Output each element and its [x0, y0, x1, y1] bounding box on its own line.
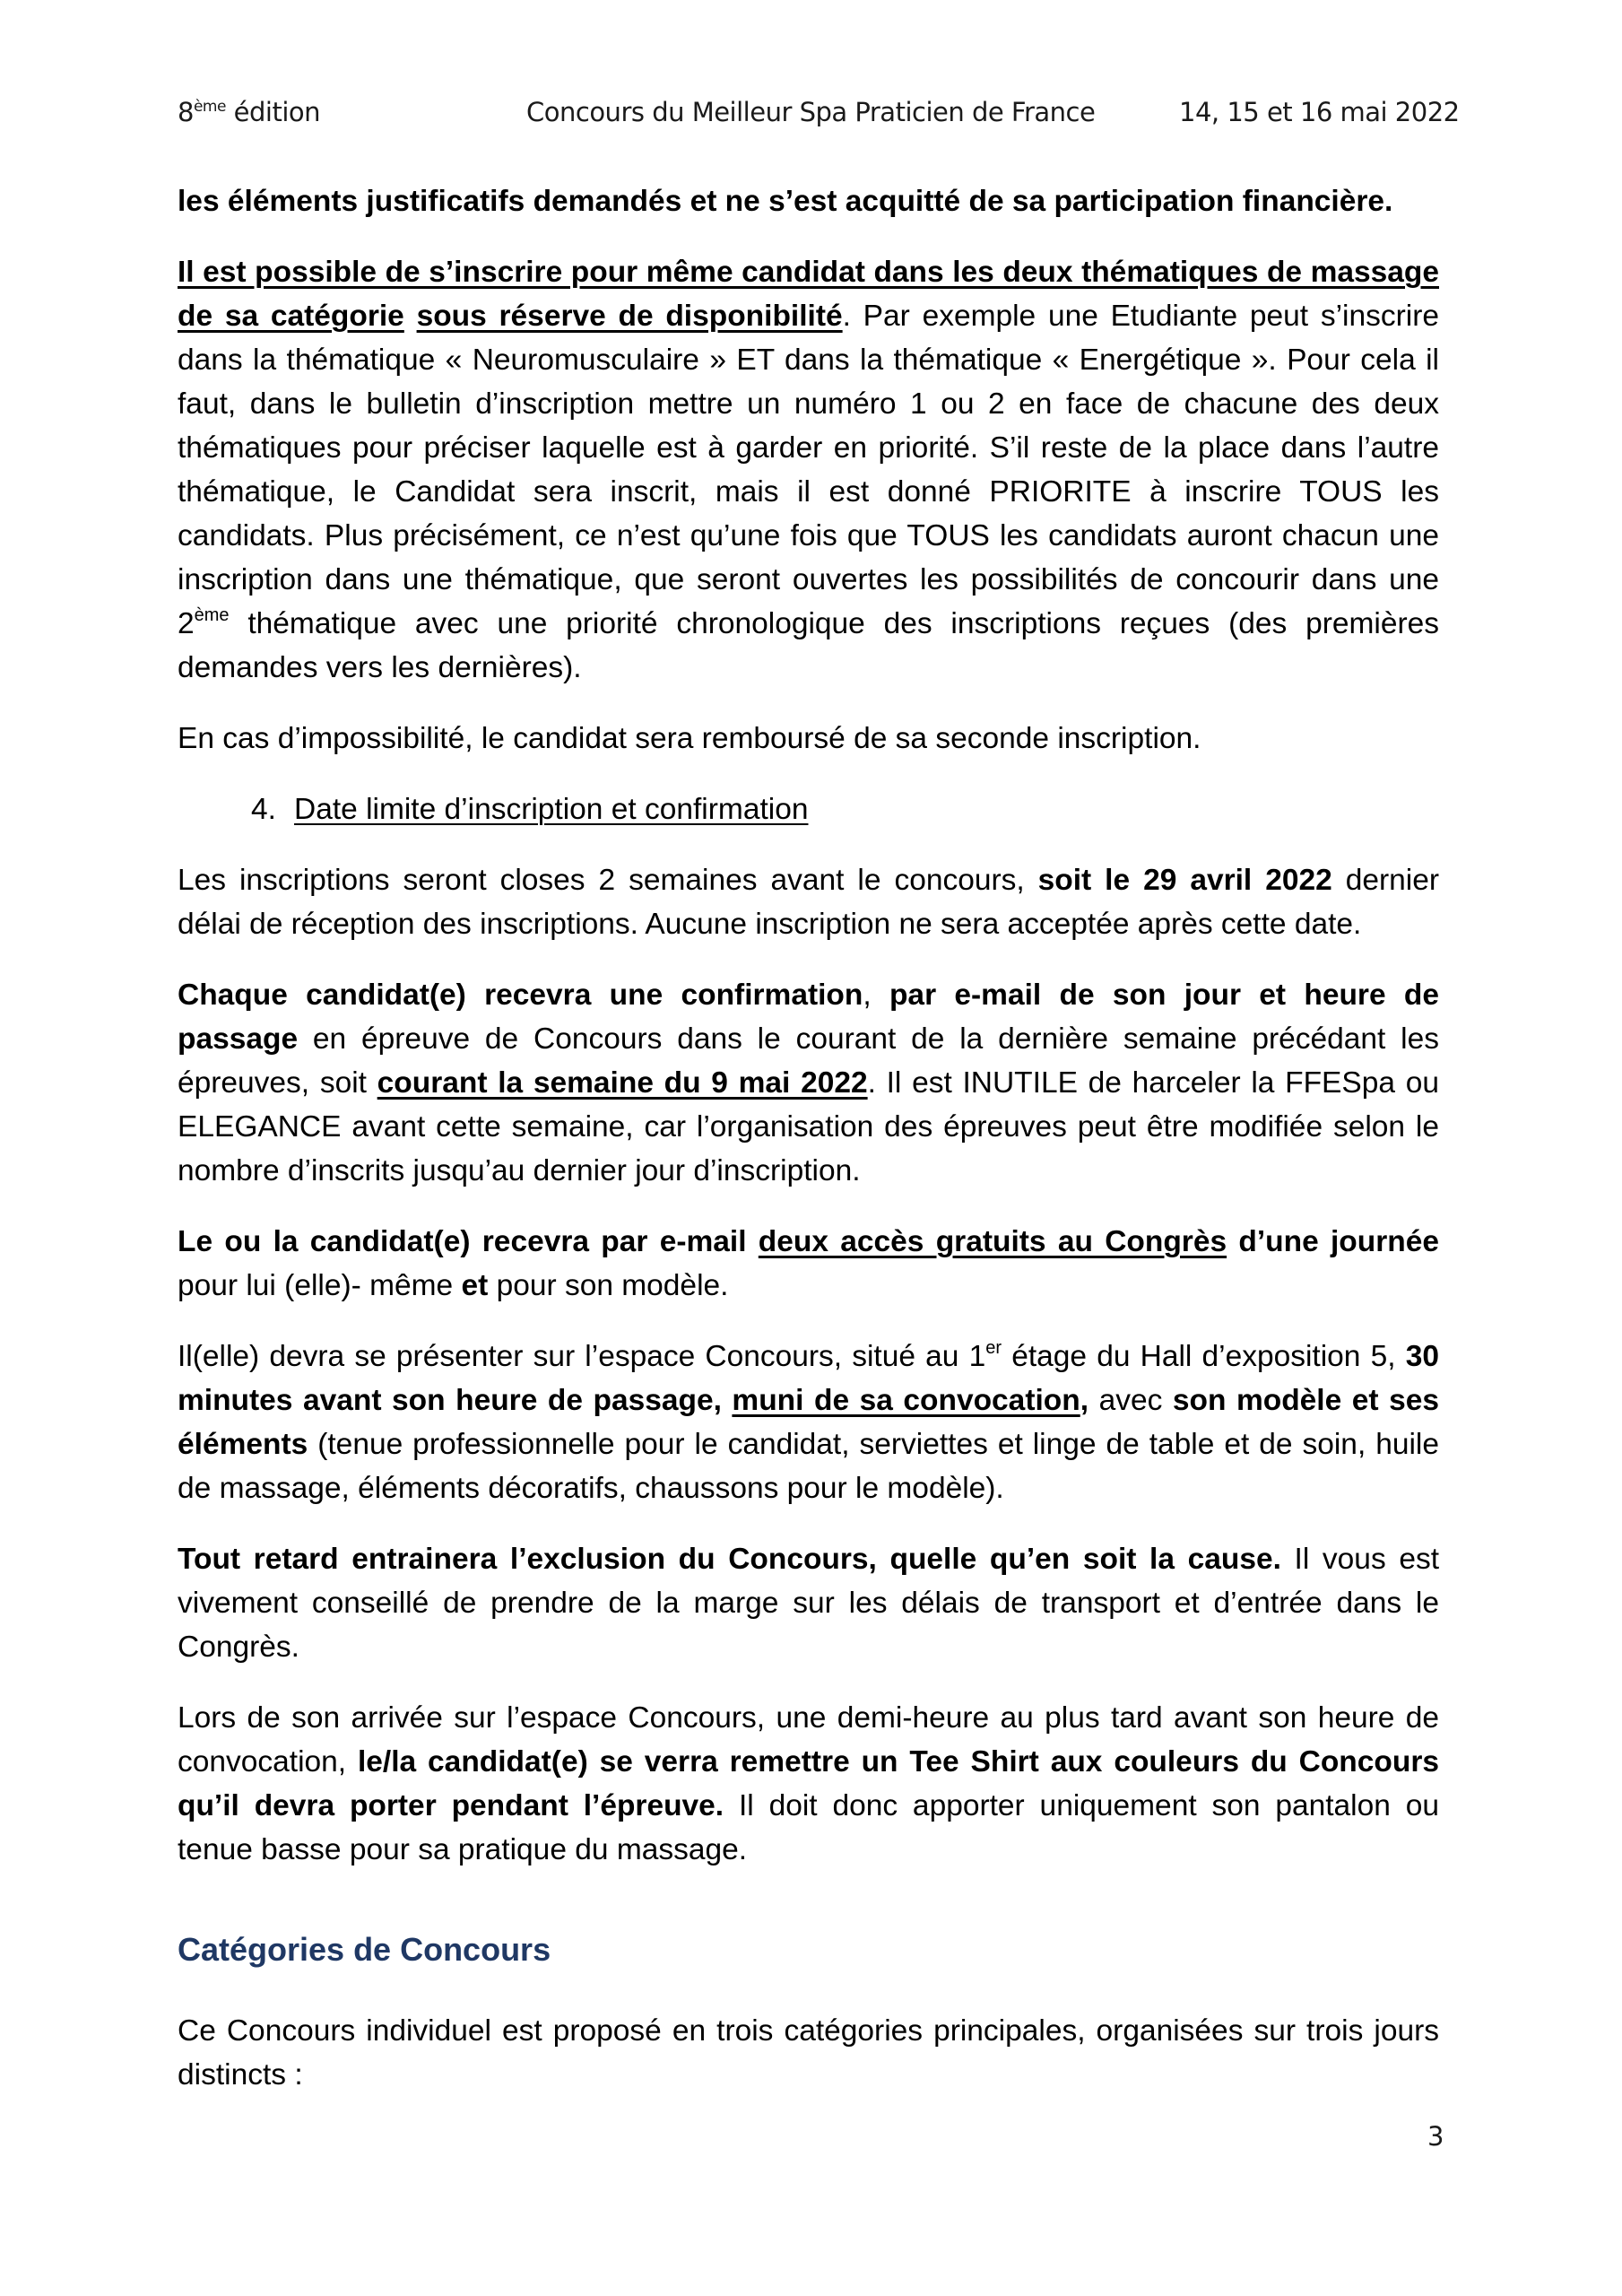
- paragraph-presentation: [178, 1335, 1439, 1510]
- emphasis-text: Tout retard entrainera l’exclusion du Concours, quelle qu’en soit la cause.: [178, 1543, 1281, 1576]
- emphasis-text: soit le 29 avril 2022: [1037, 864, 1332, 897]
- text-span: [404, 300, 417, 333]
- text-span: Il(elle) devra se présenter sur l’espace Concours, situé au 1: [178, 1340, 986, 1373]
- text-span: Il doit donc apporter uniquement son pantalon ou tenue basse pour sa pratique du massage.: [178, 1789, 1439, 1866]
- text-span: Il vous est vivement conseillé de prendre de la marge sur les délais de transport et d’entrée dans le Congrès.: [178, 1543, 1440, 1664]
- superscript: er: [985, 1338, 1002, 1358]
- text-span: . Il est INUTILE de harceler la FFESpa ou ELEGANCE avant cette semaine, car l’organisation des épreuves peut être modifiée selon le nombre d’inscrits jusqu’au dernier jour d’inscription.: [178, 1066, 1439, 1187]
- text-span: thématique avec une priorité chronologique des inscriptions reçues (des premières demandes vers les dernières).: [178, 607, 1439, 684]
- text-span: (tenue professionnelle pour le candidat, serviettes et linge de table et de soin, huile de massage, éléments décoratifs, chaussons pour le modèle).: [178, 1428, 1439, 1505]
- emphasis-text: 30 minutes avant son heure de passage,: [178, 1340, 1439, 1417]
- header-dates: 14, 15 et 16 mai 2022: [1179, 97, 1460, 127]
- list-number: 4.: [251, 793, 276, 826]
- emphasis-text: ,: [1080, 1384, 1089, 1417]
- edition-suffix: ème: [193, 98, 226, 116]
- emphasis-text: le/la candidat(e) se verra remettre un Tee Shirt aux couleurs du Concours qu’il devra porter pendant l’épreuve.: [178, 1745, 1439, 1822]
- edition-number: 8: [178, 97, 194, 127]
- header-title: Concours du Meilleur Spa Praticien de France: [526, 97, 1096, 127]
- text-span: en épreuve de Concours dans le courant de la dernière semaine précédant les épreuves, soit: [178, 1022, 1439, 1100]
- paragraph-acces-congres: [178, 1220, 1439, 1308]
- header-edition: [178, 97, 320, 127]
- paragraph-justificatifs: les éléments justificatifs demandés et ne s’est acquitté de sa participation financière.: [178, 185, 1393, 218]
- paragraph-confirmation: [178, 973, 1439, 1193]
- text-span: pour lui (elle)- même: [178, 1269, 462, 1302]
- emphasis-text: sous réserve de disponibilité: [416, 300, 843, 333]
- emphasis-text: courant la semaine du 9 mai 2022: [377, 1066, 868, 1100]
- emphasis-text: par e-mail de son jour et heure de passage: [178, 978, 1439, 1056]
- paragraph-categories-intro: Ce Concours individuel est proposé en trois catégories principales, organisées sur trois jours distincts :: [178, 2014, 1439, 2092]
- list-item-date-limite: [178, 787, 1439, 831]
- text-span: . Par exemple une Etudiante peut s’inscrire dans la thématique « Neuromusculaire » ET dans la thématique « Energétique ». Pour cela il faut, dans le bulletin d’inscription mettre un numéro 1 ou 2 en face de chacune des deux thématiques pour préciser laquelle est à garder en priorité. S’il reste de la place dans l’autre thématique, le Candidat sera inscrit, mais il est donné PRIORITE à inscrire TOUS les candidats. Plus précisément, ce n’est qu’une fois que TOUS les candidats auront chacun une inscription dans une thématique, que seront ouvertes les possibilités de concourir dans une 2: [178, 300, 1439, 640]
- emphasis-text: et: [461, 1269, 489, 1302]
- text-span: étage du Hall d’exposition 5,: [1002, 1340, 1406, 1373]
- paragraph-retard: [178, 1537, 1439, 1669]
- text-span: avec: [1089, 1384, 1173, 1417]
- paragraph-tee-shirt: [178, 1696, 1439, 1872]
- page-number: 3: [1427, 2121, 1444, 2152]
- emphasis-text: deux accès gratuits au Congrès: [758, 1225, 1227, 1258]
- text-span: Lors de son arrivée sur l’espace Concours, une demi-heure au plus tard avant son heure de convocation,: [178, 1701, 1439, 1779]
- edition-word: édition: [225, 97, 321, 127]
- paragraph-inscriptions-closes: [178, 858, 1439, 946]
- emphasis-text: d’une journée: [1227, 1225, 1439, 1258]
- paragraph-double-inscription: [178, 250, 1439, 690]
- text-span: Les inscriptions seront closes 2 semaines avant le concours,: [178, 864, 1038, 897]
- emphasis-text: Chaque candidat(e) recevra une confirmation: [178, 978, 863, 1012]
- document-body: [178, 179, 1439, 2124]
- superscript: ème: [194, 605, 230, 625]
- text-span: dernier délai de réception des inscriptions. Aucune inscription ne sera acceptée après cette date.: [178, 864, 1439, 941]
- section-heading-categories: Catégories de Concours: [178, 1931, 551, 1968]
- emphasis-text: Il est possible de s’inscrire pour même candidat dans les deux thématiques de massage de sa catégorie: [178, 256, 1439, 333]
- paragraph-remboursement: En cas d’impossibilité, le candidat sera remboursé de sa seconde inscription.: [178, 722, 1201, 755]
- text-span: ,: [863, 978, 889, 1012]
- emphasis-text: muni de sa convocation: [732, 1384, 1080, 1417]
- text-span: pour son modèle.: [488, 1269, 729, 1302]
- list-label: Date limite d’inscription et confirmation: [294, 793, 809, 826]
- emphasis-text: Le ou la candidat(e) recevra par e-mail: [178, 1225, 759, 1258]
- emphasis-text: son modèle et ses éléments: [178, 1384, 1439, 1461]
